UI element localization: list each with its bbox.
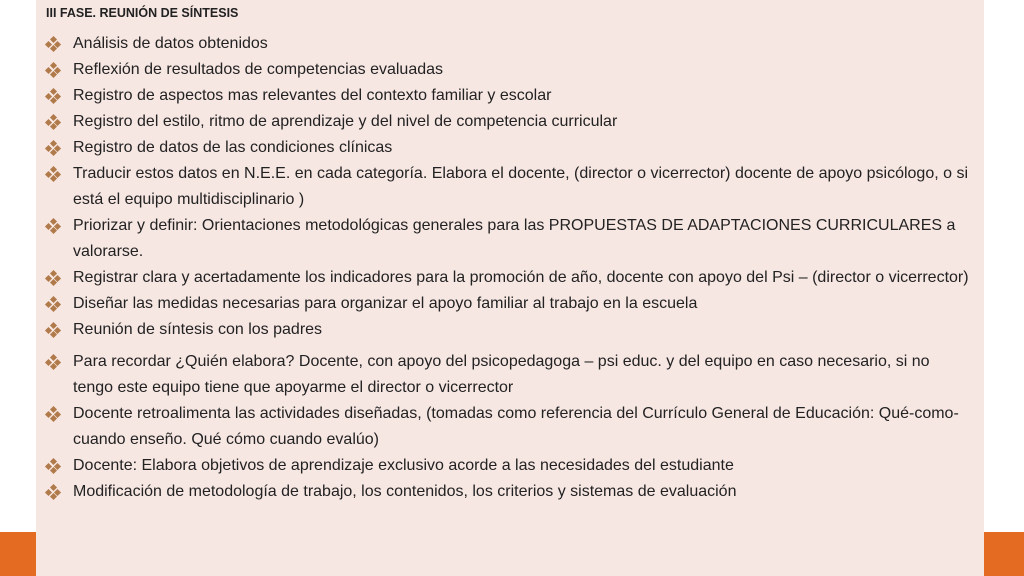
list-item-text: Docente: Elabora objetivos de aprendizaje exclusivo acorde a las necesidades del estudiante [73,457,734,474]
diamond-bullet-icon [46,297,60,311]
list-item [46,135,974,161]
diamond-bullet-icon [46,485,60,499]
diamond-bullet-icon [46,355,60,369]
list-item [46,109,974,135]
list-item-text: Registro de aspectos mas relevantes del contexto familiar y escolar [73,87,552,104]
list-item-text: Registro del estilo, ritmo de aprendizaje y del nivel de competencia curricular [73,113,618,130]
accent-bar-left [0,532,40,576]
diamond-bullet-icon [46,115,60,129]
list-item [46,349,974,401]
list-item [46,453,974,479]
list-item [46,265,974,291]
diamond-bullet-icon [46,407,60,421]
list-item [46,213,974,265]
list-item-text: Traducir estos datos en N.E.E. en cada categoría. Elabora el docente, (director o vicerrector) docente de apoyo psicólogo, o si está el equipo multidisciplinario ) [73,165,969,208]
list-item-text: Priorizar y definir: Orientaciones metodológicas generales para las PROPUESTAS DE ADAPTACIONES CURRICULARES a valorarse. [73,217,956,260]
list-item-text: Registrar clara y acertadamente los indicadores para la promoción de año, docente con apoyo del Psi – (director o vicerrector) [73,269,969,286]
phase-title: III FASE. REUNIÓN DE SÍNTESIS [46,6,239,20]
list-item [46,317,974,343]
diamond-bullet-icon [46,271,60,285]
list-item-text: Reunión de síntesis con los padres [73,321,323,338]
diamond-bullet-icon [46,63,60,77]
list-item [46,31,974,57]
list-item [46,291,974,317]
bullet-list-secondary [46,349,974,505]
list-item-text: Diseñar las medidas necesarias para organizar el apoyo familiar al trabajo en la escuela [73,295,698,312]
diamond-bullet-icon [46,141,60,155]
diamond-bullet-icon [46,219,60,233]
diamond-bullet-icon [46,37,60,51]
list-item-text: Docente retroalimenta las actividades diseñadas, (tomadas como referencia del Currículo General de Educación: Qué-como-cuando enseño. Qué cómo cuando evalúo) [73,405,959,448]
list-item [46,401,974,453]
diamond-bullet-icon [46,323,60,337]
list-item [46,83,974,109]
list-item-text: Registro de datos de las condiciones clínicas [73,139,393,156]
list-item-text: Modificación de metodología de trabajo, los contenidos, los criterios y sistemas de evaluación [73,483,737,500]
list-item [46,479,974,505]
diamond-bullet-icon [46,459,60,473]
content-panel [36,0,984,576]
list-item-text: Para recordar ¿Quién elabora? Docente, con apoyo del psicopedagoga – psi educ. y del equipo en caso necesario, si no tengo este equipo tiene que apoyarme el director o vicerrector [73,353,930,396]
bullet-list-primary [46,31,974,343]
accent-bar-right [984,532,1024,576]
list-item-text: Reflexión de resultados de competencias evaluadas [73,61,444,78]
list-item-text: Análisis de datos obtenidos [73,35,268,52]
diamond-bullet-icon [46,89,60,103]
diamond-bullet-icon [46,167,60,181]
list-item [46,161,974,213]
list-item [46,57,974,83]
